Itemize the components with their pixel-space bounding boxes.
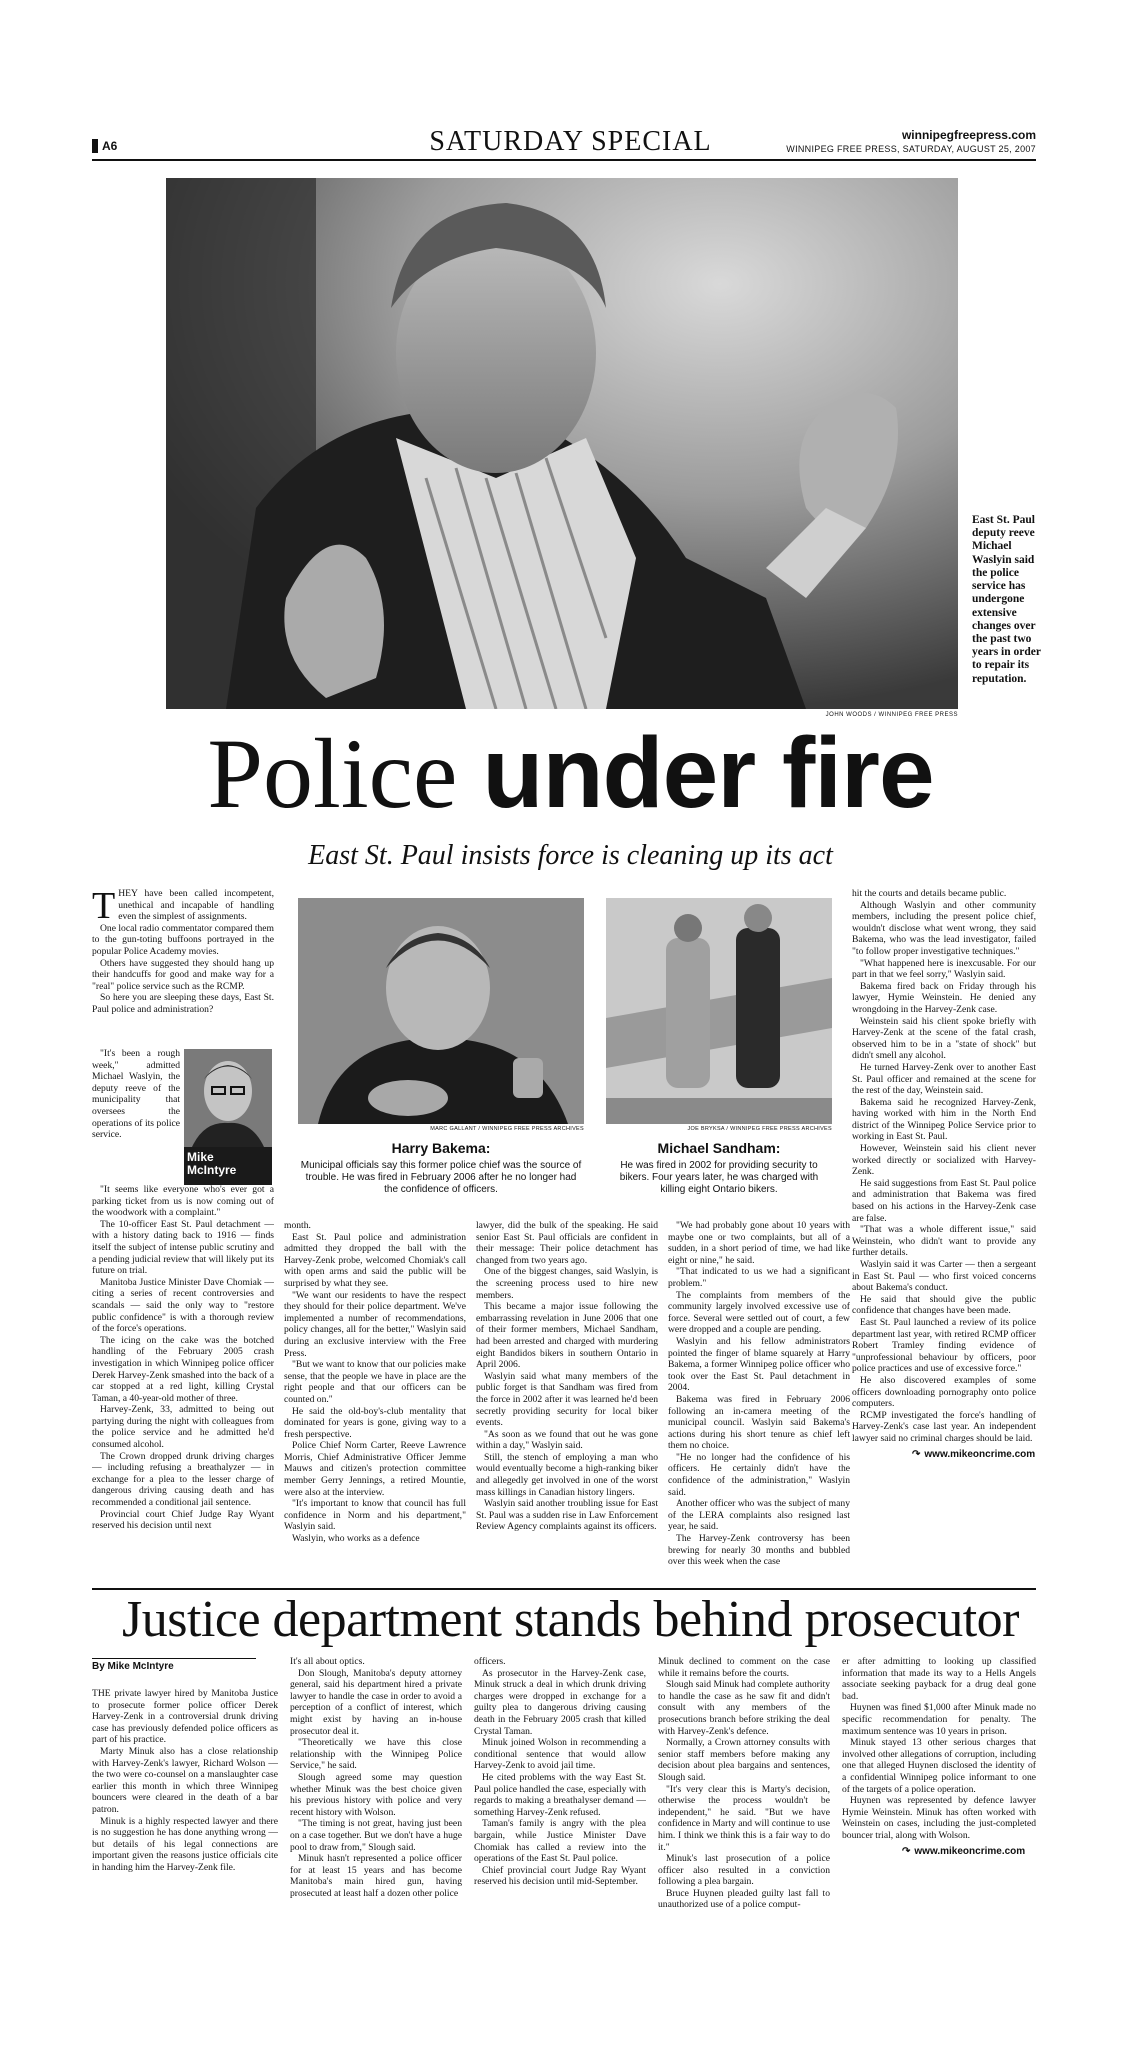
paragraph: Bakema was fired in February 2006 following an in-camera meeting of the municipal council. Waslyin said Bakema's actions during his short tenure as chief left them no choice. — [668, 1393, 850, 1452]
paragraph: "It's important to know that council has full confidence in Norm and his department," Waslyin said. — [284, 1498, 466, 1533]
paragraph: HEY have been called incompetent, unethical and incapable of handling even the simplest of assignments. — [118, 888, 274, 923]
deck: East St. Paul insists force is cleaning up its act — [308, 840, 833, 871]
paragraph: The 10-officer East St. Paul detachment — with a history dating back to 1916 — finds itself the subject of intense public scrutiny and a pending judicial review that will likely put its future on trial. — [92, 1218, 274, 1277]
paragraph: er after admitting to looking up classified information that made its way to a Hells Angels associate seeking payback for a drug deal gone bad. — [842, 1656, 1036, 1702]
paragraph: Bruce Huynen pleaded guilty last fall to unauthorized use of a police comput- — [658, 1887, 830, 1911]
main-photo — [166, 178, 958, 709]
paragraph: Although Waslyin and other community members, including the present police chief, wouldn't disclose what went wrong, they said Bakema, who was the lead investigator, failed "to follow proper investigative techniques." — [852, 899, 1036, 957]
paragraph: lawyer, did the bulk of the speaking. He said senior East St. Paul officials are confident in their message: Their police detachment has changed from two years ago. — [476, 1220, 658, 1266]
paragraph: He also discovered examples of some officers downloading pornography onto police computers. — [852, 1374, 1036, 1410]
web-link[interactable]: ↷ www.mikeoncrime.com — [912, 1448, 1036, 1460]
paragraph: "We had probably gone about 10 years with maybe one or two complaints, but all of a sudden, in a short period of time, we had like eight or nine," he said. — [668, 1220, 850, 1266]
columnist-photo — [184, 1049, 272, 1147]
paragraph: Waslyin said another troubling issue for East St. Paul was a sudden rise in Law Enforcement Review Agency complaints against its officers. — [476, 1498, 658, 1533]
paragraph: He said that should give the public confidence that changes have been made. — [852, 1293, 1036, 1317]
paragraph: Police Chief Norm Carter, Reeve Lawrence Morris, Chief Administrative Officer Jemme Mauws and citizen's protection committee member Gerry Jennings, a retired Mountie, were also at the interview. — [284, 1440, 466, 1498]
paragraph: officers. — [474, 1656, 506, 1667]
paragraph: Minuk declined to comment on the case while it remains before the courts. — [658, 1656, 830, 1679]
web-arrow-icon: ↷ — [902, 1845, 911, 1857]
dateline: WINNIPEG FREE PRESS, SATURDAY, AUGUST 25, 2007 — [786, 144, 1036, 154]
paragraph: Waslyin, who works as a defence — [292, 1533, 420, 1545]
headline-light: Police — [207, 718, 483, 829]
sandham-photo-credit: JOE BRYKSA / WINNIPEG FREE PRESS ARCHIVES — [687, 1126, 832, 1132]
paragraph: Still, the stench of employing a man who would eventually become a high-ranking biker and allegedly get involved in one of the worst mass killings in Canadian history lingers. — [476, 1451, 658, 1498]
column-1 — [92, 888, 274, 1048]
bakema-photo — [298, 898, 584, 1124]
photo-cutline: East St. Paul deputy reeve Michael Waslyin said the police service has undergone extensive changes over the past two years in order to repair its reputation. — [972, 514, 1041, 685]
paragraph: "He no longer had the confidence of his officers. He certainly didn't have the confidence of the administration," Waslyin said. — [668, 1451, 850, 1498]
column-4 — [668, 1220, 850, 1576]
paragraph: "It's been a rough week," admitted Michael Waslyin, the deputy reeve of the municipality that oversees the operations of its police service. — [92, 1048, 180, 1141]
story2-column-4 — [658, 1656, 830, 1914]
paragraph: He cited problems with the way East St. Paul police handled the case, especially with regards to making a breathalyser demand — something Harvey-Zenk refused. — [474, 1771, 646, 1818]
section-title: SATURDAY SPECIAL — [429, 126, 712, 157]
paragraph: "That was a whole different issue," said Weinstein, who didn't want to provide any further details. — [852, 1224, 1036, 1259]
paragraph: Bakema said he recognized Harvey-Zenk, having worked with him in the North End district of the Winnipeg Police Service prior to working in East St. Paul. — [852, 1096, 1036, 1143]
sandham-caption: He was fired in 2002 for providing security to bikers. Four years later, he was charged with killing eight Ontario bikers. — [619, 1160, 819, 1195]
story2-column-2 — [290, 1656, 462, 1914]
paragraph: "We want our residents to have the respect they should for their police department. We've implemented a number of recommendations, policy changes, all for the better," Waslyin said during an exclusive interview with the Free Press. — [284, 1289, 466, 1359]
columnist-name: Mike McIntyre — [184, 1147, 272, 1185]
paragraph: Don Slough, Manitoba's deputy attorney general, said his department hired a private lawyer to handle the case in order to avoid a perception of a conflict of interest, which might exist by having an in-house prosecutor deal it. — [290, 1667, 462, 1737]
sandham-name: Michael Sandham: — [657, 1140, 781, 1156]
story2-column-3 — [474, 1656, 646, 1914]
paragraph: He said suggestions from East St. Paul police and administration that Bakema was fired based on his actions in the Harvey-Zenk case are false. — [852, 1177, 1036, 1224]
paragraph: "What happened here is inexcusable. For our part in that we feel sorry," Waslyin said. — [852, 957, 1036, 981]
column-3 — [476, 1220, 658, 1576]
paragraph: So here you are sleeping these days, East St. Paul police and administration? — [92, 992, 274, 1015]
page-number: A6 — [92, 139, 117, 153]
paragraph: East St. Paul launched a review of its police department last year, with retired RCMP officer Robert Tramley finding evidence of "unprofessional behaviour by officers, poor police practices and use of excessive force." — [852, 1316, 1036, 1375]
paragraph: The icing on the cake was the botched handling of the February 2005 crash investigation in which Winnipeg police officer Derek Harvey-Zenk smashed into the back of a car stopped at a red light, killing Crystal Taman, a 40-year-old mother of three. — [92, 1334, 274, 1404]
paragraph: Weinstein said his client spoke briefly with Harvey-Zenk at the scene of the fatal crash, observed him to be in a "state of shock" but didn't smell any alcohol. — [852, 1015, 1036, 1062]
column-2 — [284, 1220, 466, 1576]
paragraph: Minuk is a highly respected lawyer and there is no suggestion he has done anything wrong — but details of his legal connections are important given the reasons justice officials cite in handing him the Harvey-Zenk file. — [92, 1815, 278, 1873]
paragraph: The Crown dropped drunk driving charges — including refusing a breathalyzer — in exchange for a plea to the lesser charge of dangerous driving causing death and has recommended a conditional jail sentence. — [92, 1450, 274, 1509]
web-arrow-icon: ↷ — [912, 1448, 921, 1460]
paragraph: Provincial court Chief Judge Ray Wyant reserved his decision until next — [92, 1508, 274, 1532]
drop-cap: T — [92, 888, 116, 927]
paragraph: RCMP investigated the force's handling of Harvey-Zenk's case last year. An independent lawyer said no criminal charges should be laid. — [852, 1409, 1036, 1444]
bakema-caption: Municipal officials say this former police chief was the source of trouble. He was fired in February 2006 after he no longer had the confidence of officers. — [300, 1160, 582, 1195]
paragraph: hit the courts and details became public. — [852, 888, 1007, 899]
column-1-wrap — [92, 1048, 180, 1184]
paragraph: The Harvey-Zenk controversy has been brewing for nearly 30 months and bubbled over this week when the case — [668, 1533, 850, 1568]
paragraph: It's all about optics. — [290, 1656, 365, 1667]
main-headline — [0, 718, 1141, 829]
paragraph: "It seems like everyone who's ever got a parking ticket from us is now coming out of the woodwork with a complaint." — [92, 1184, 274, 1219]
paragraph: "Theoretically we have this close relationship with the Winnipeg Police Service," he said. — [290, 1737, 462, 1772]
paragraph: Taman's family is angry with the plea bargain, while Justice Minister Dave Chomiak has called a review into the operations of the East St. Paul police. — [474, 1818, 646, 1865]
second-headline: Justice department stands behind prosecutor — [122, 1591, 1019, 1648]
web-link[interactable]: ↷ www.mikeoncrime.com — [902, 1845, 1026, 1857]
paragraph: East St. Paul police and administration admitted they dropped the ball with the Harvey-Zenk probe, welcomed Chomiak's call with open arms and said the public will be surprised by what they see. — [284, 1231, 466, 1289]
paragraph: He said the old-boy's-club mentality that dominated for years is gone, giving way to a fresh perspective. — [284, 1405, 466, 1440]
paragraph: Normally, a Crown attorney consults with senior staff members before making any decision about plea bargains and sentences, Slough said. — [658, 1737, 830, 1783]
paragraph: One of the biggest changes, said Waslyin, is the screening process used to hire new members. — [476, 1266, 658, 1301]
paragraph: month. — [284, 1220, 311, 1231]
paragraph: Waslyin and his fellow administrators pointed the finger of blame squarely at Harry Bakema, a former Winnipeg police officer who took over the East St. Paul detachment in 2004. — [668, 1335, 850, 1394]
paragraph: Manitoba Justice Minister Dave Chomiak — citing a series of recent controversies and scandals — said the only way to "restore public confidence" is with a thorough review of the force's operations. — [92, 1276, 274, 1335]
paragraph: He turned Harvey-Zenk over to another East St. Paul officer and remained at the scene for the rest of the day, Weinstein said. — [852, 1061, 1036, 1097]
paragraph: Minuk's last prosecution of a police officer also resulted in a conviction following a plea bargain. — [658, 1853, 830, 1888]
paragraph: Huynen was fined $1,000 after Minuk made no specific recommendation for penalty. The maximum sentence was 10 years in prison. — [842, 1702, 1036, 1737]
paragraph: Huynen was represented by defence lawyer Hymie Weinstein. Minuk has often worked with Weinstein on cases, including the just-completed bouncer trial, along with Wolson. — [842, 1795, 1036, 1841]
paragraph: However, Weinstein said his client never worked directly or socialized with Harvey-Zenk. — [852, 1143, 1036, 1178]
bakema-name: Harry Bakema: — [391, 1140, 491, 1156]
paragraph: Slough said Minuk had complete authority to handle the case as he saw fit and didn't consult with any members of the prosecutions branch before striking the deal with Harvey-Zenk's defence. — [658, 1679, 830, 1737]
paragraph: As prosecutor in the Harvey-Zenk case, Minuk struck a deal in which drunk driving charges were dropped in exchange for a guilty plea to dangerous driving causing death in the February 2005 crash that killed Crystal Taman. — [474, 1667, 646, 1737]
paragraph: Waslyin said it was Carter — then a sergeant in East St. Paul — who first voiced concerns about Bakema's conduct. — [852, 1259, 1036, 1294]
paragraph: "The timing is not great, having just been on a case together. But we don't have a huge pool to draw from," Slough said. — [290, 1818, 462, 1853]
paragraph: Another officer who was the subject of many of the LERA complaints also resigned last year, he said. — [668, 1498, 850, 1533]
site-url: winnipegfreepress.com — [901, 128, 1036, 142]
paragraph: This became a major issue following the embarrassing revelation in June 2006 that one of their former members, Michael Sandham, had been arrested and charged with murdering eight Bandidos bikers in southern Ontario in April 2006. — [476, 1301, 658, 1371]
paragraph: Minuk stayed 13 other serious charges that involved other allegations of corruption, including one that alleged Huynen disclosed the identity of a confidential Winnipeg police informant to one of the targets of a police operation. — [842, 1737, 1036, 1795]
byline: By Mike McIntyre — [92, 1658, 256, 1672]
column-1-lower — [92, 1184, 274, 1574]
paragraph: Minuk hasn't represented a police officer for at least 15 years and has become Manitoba's main hired gun, having prosecuted at least half a dozen other police — [290, 1853, 462, 1899]
paragraph: "That indicated to us we had a significant problem." — [668, 1266, 850, 1289]
story2-column-5 — [842, 1656, 1036, 1914]
bakema-photo-credit: MARC GALLANT / WINNIPEG FREE PRESS ARCHIVES — [430, 1126, 584, 1132]
paragraph: The complaints from members of the community largely involved excessive use of force. Several were settled out of court, a few were dropped and a couple are pending. — [668, 1289, 850, 1336]
paragraph: Marty Minuk also has a close relationship with Harvey-Zenk's lawyer, Richard Wolson — the two were co-counsel on a manslaughter case earlier this month in which three Winnipeg bouncers were cleared in the death of a bar patron. — [92, 1745, 278, 1815]
paragraph: "It's very clear this is Marty's decision, otherwise the process wouldn't be independent," he said. "But we have confidence in Marty and will continue to use him. I think we think this is a fair way to do it." — [658, 1783, 830, 1853]
paragraph: "But we want to know that our policies make sense, that the people we have in place are the right people and that our officers can be counted on." — [284, 1359, 466, 1405]
paragraph: One local radio commentator compared them to the gun-toting buffoons portrayed in the popular Police Academy movies. — [92, 922, 274, 957]
paragraph: Waslyin said what many members of the public forget is that Sandham was fired from the force in 2002 after it was learned he'd been secretly providing security for local biker events. — [476, 1370, 658, 1429]
photo-credit: JOHN WOODS / WINNIPEG FREE PRESS — [825, 712, 958, 718]
paragraph: Chief provincial court Judge Ray Wyant reserved his decision until mid-September. — [474, 1864, 646, 1888]
paragraph: Harvey-Zenk, 33, admitted to being out partying during the night with colleagues from the police service and he admitted he'd consumed alcohol. — [92, 1404, 274, 1451]
paragraph: "As soon as we found that out he was gone within a day," Waslyin said. — [476, 1428, 658, 1452]
column-5 — [852, 888, 1036, 1572]
paragraph: Others have suggested they should hang up their handcuffs for good and make way for a "real" police service such as the RCMP. — [92, 957, 274, 992]
story2-column-1 — [92, 1688, 278, 1914]
paragraph: Bakema fired back on Friday through his lawyer, Hymie Weinstein. He denied any wrongdoing in the Harvey-Zenk case. — [852, 980, 1036, 1015]
paragraph: Slough agreed some may question whether Minuk was the best choice given his previous history with police and very recent history with Wolson. — [290, 1771, 462, 1818]
headline-bold: under fire — [482, 717, 934, 829]
header-rule — [92, 159, 1036, 161]
paragraph: Minuk joined Wolson in recommending a conditional sentence that would allow Harvey-Zenk to avoid jail time. — [474, 1737, 646, 1772]
paragraph: THE private lawyer hired by Manitoba Justice to prosecute former police officer Derek Harvey-Zenk in a controversial drunk driving case has previously defended police officers as part of his practice. — [92, 1688, 278, 1746]
sandham-photo — [606, 898, 832, 1124]
